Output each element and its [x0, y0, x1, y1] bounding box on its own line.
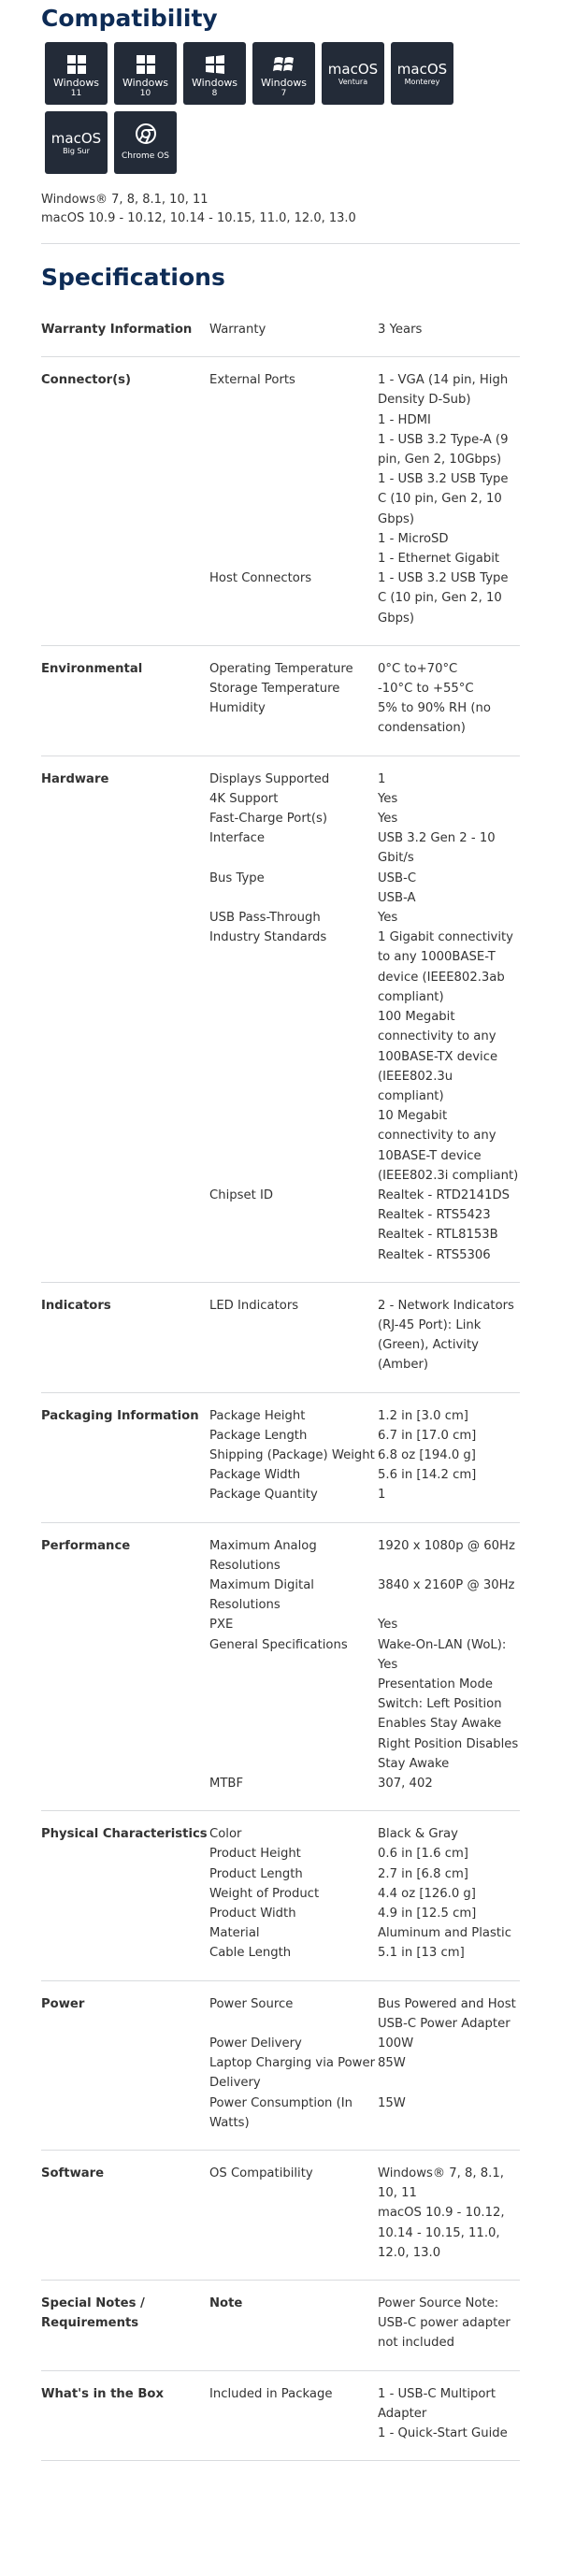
chrome-os-icon	[114, 111, 177, 174]
spec-value: Windows® 7, 8, 8.1, 10, 11	[378, 2166, 504, 2201]
spec-value: 4.9 in [12.5 cm]	[378, 1907, 477, 1921]
os-version: 8	[211, 89, 218, 98]
spec-label	[209, 549, 378, 568]
spec-value: Bus Powered and Host USB-C Power Adapter	[378, 1996, 516, 2031]
spec-label: Note	[209, 2281, 378, 2371]
spec-value: USB-C	[378, 871, 417, 885]
spec-value: Yes	[378, 911, 398, 926]
spec-label: Power Delivery	[209, 2036, 302, 2051]
spec-category: Software	[41, 2151, 209, 2281]
macos-ventura-icon	[322, 42, 384, 105]
spec-value: 0°C to+70°C	[378, 661, 458, 676]
spec-value: 1 - HDMI	[378, 412, 431, 427]
os-label: macOS	[50, 130, 102, 147]
spec-row	[41, 2370, 520, 2424]
os-label: Windows	[260, 77, 308, 89]
spec-label: Industry Standards	[209, 930, 327, 945]
spec-label: Bus Type	[209, 871, 265, 885]
spec-label: Weight of Product	[209, 1886, 320, 1901]
spec-category: Connector(s)	[41, 357, 209, 646]
spec-category: Performance	[41, 1522, 209, 1811]
spec-value: Realtek - RTS5423	[378, 1208, 491, 1223]
spec-value: Realtek - RTD2141DS	[378, 1187, 510, 1202]
os-label: macOS	[396, 61, 448, 78]
spec-value: 1 - Ethernet Gigabit	[378, 552, 500, 567]
spec-value: 1 Gigabit connectivity to any 1000BASE-T device (IEEE802.3ab compliant)	[378, 930, 513, 1004]
spec-value: 0.6 in [1.6 cm]	[378, 1847, 468, 1862]
spec-value: 1 - MicroSD	[378, 531, 449, 546]
os-version: 10	[139, 89, 151, 98]
spec-value: 10 Megabit connectivity to any 10BASE-T device (IEEE802.3i compliant)	[378, 1109, 519, 1183]
spec-category: Packaging Information	[41, 1392, 209, 1522]
spec-value: 1 - USB 3.2 USB Type C (10 pin, Gen 2, 10 Gbps)	[378, 472, 509, 526]
spec-label	[209, 1245, 378, 1283]
macos-monterey-icon	[391, 42, 453, 105]
spec-label: Laptop Charging via Power Delivery	[209, 2056, 376, 2091]
spec-value: 4.4 oz [126.0 g]	[378, 1886, 476, 1901]
spec-label: Cable Length	[209, 1943, 378, 1980]
spec-label	[209, 430, 378, 469]
spec-label	[209, 1106, 378, 1186]
spec-label: Warranty	[209, 307, 378, 357]
spec-label: 4K Support	[209, 791, 279, 806]
spec-value: USB 3.2 Gen 2 - 10 Gbit/s	[378, 831, 496, 866]
spec-value: 2.7 in [6.8 cm]	[378, 1866, 468, 1881]
spec-label: Product Height	[209, 1847, 301, 1862]
spec-value: Yes	[378, 812, 398, 827]
spec-category: Special Notes / Requirements	[41, 2281, 209, 2371]
spec-label: Color	[209, 1827, 242, 1842]
spec-label: Power Source	[209, 1996, 294, 2011]
windows-8-icon	[183, 42, 246, 105]
spec-label: Interface	[209, 831, 266, 846]
compatibility-text	[41, 191, 356, 228]
spec-value: 1 - USB-C Multiport Adapter	[378, 2386, 496, 2421]
spec-label: Included in Package	[209, 2386, 333, 2401]
spec-category: What's in the Box	[41, 2370, 209, 2461]
spec-label: OS Compatibility	[209, 2166, 313, 2181]
spec-value: 15W	[378, 2094, 520, 2151]
spec-label: USB Pass-Through	[209, 911, 321, 926]
spec-label	[209, 1675, 378, 1774]
spec-value: 1 - USB 3.2 Type-A (9 pin, Gen 2, 10Gbps)	[378, 432, 509, 468]
spec-label: Package Length	[209, 1428, 308, 1443]
spec-label: Host Connectors	[209, 568, 378, 645]
compat-line-windows: Windows® 7, 8, 8.1, 10, 11	[41, 193, 209, 207]
spec-value: 100 Megabit connectivity to any 100BASE-TX device (IEEE802.3u compliant)	[378, 1010, 498, 1103]
spec-label: LED Indicators	[209, 1282, 378, 1392]
spec-value: 1920 x 1080p @ 60Hz	[378, 1538, 515, 1553]
spec-category: Hardware	[41, 756, 209, 1282]
os-version: Monterey	[404, 78, 440, 86]
spec-value: Power Source Note: USB-C power adapter not included	[378, 2281, 520, 2371]
spec-row	[41, 645, 520, 679]
spec-value: 1.2 in [3.0 cm]	[378, 1408, 468, 1423]
os-label: Windows	[122, 77, 169, 89]
spec-label: Product Length	[209, 1866, 303, 1881]
spec-category: Power	[41, 1980, 209, 2150]
spec-value: Realtek - RTL8153B	[378, 1228, 498, 1243]
spec-label	[209, 469, 378, 529]
spec-label	[209, 1205, 378, 1225]
os-version: Big Sur	[63, 147, 90, 155]
spec-value: Aluminum and Plastic	[378, 1926, 511, 1941]
spec-label: PXE	[209, 1618, 234, 1633]
spec-label: Shipping (Package) Weight	[209, 1447, 375, 1462]
spec-label: Power Consumption (In Watts)	[209, 2094, 378, 2151]
spec-value: Yes	[378, 1618, 398, 1633]
spec-label	[209, 410, 378, 430]
spec-value: 2 - Network Indicators (RJ-45 Port): Link (Green), Activity (Amber)	[378, 1282, 520, 1392]
spec-label: Product Width	[209, 1907, 296, 1921]
os-label: Windows	[191, 77, 238, 89]
spec-category: Warranty Information	[41, 307, 209, 357]
spec-label: Material	[209, 1926, 260, 1941]
spec-label	[209, 888, 378, 908]
spec-label: Maximum Digital Resolutions	[209, 1577, 314, 1613]
compat-line-macos: macOS 10.9 - 10.12, 10.14 - 10.15, 11.0, 12.0, 13.0	[41, 211, 356, 225]
spec-label: External Ports	[209, 373, 295, 388]
spec-row	[41, 1980, 520, 2034]
spec-value: 5.1 in [13 cm]	[378, 1943, 520, 1980]
spec-label	[209, 2424, 378, 2461]
os-label: macOS	[327, 61, 379, 78]
spec-label	[209, 1007, 378, 1106]
spec-value: 5% to 90% RH (no condensation)	[378, 698, 520, 756]
spec-label: Maximum Analog Resolutions	[209, 1538, 317, 1573]
divider	[41, 243, 520, 244]
spec-row	[41, 2281, 520, 2371]
spec-label	[209, 529, 378, 549]
os-version: Ventura	[338, 78, 368, 86]
spec-value: 6.8 oz [194.0 g]	[378, 1447, 476, 1462]
spec-row	[41, 1811, 520, 1845]
compatibility-heading: Compatibility	[41, 5, 218, 32]
spec-value: Wake-On-LAN (WoL): Yes	[378, 1637, 507, 1672]
spec-value: Yes	[378, 791, 398, 806]
spec-value: 1 - VGA (14 pin, High Density D-Sub)	[378, 373, 509, 408]
os-label: Windows	[52, 77, 100, 89]
os-version: 11	[70, 89, 82, 98]
spec-label	[209, 1225, 378, 1245]
spec-row	[41, 756, 520, 789]
spec-value: Black & Gray	[378, 1827, 458, 1842]
spec-value: 1	[378, 1485, 520, 1522]
windows-10-icon	[114, 42, 177, 105]
macos-big-sur-icon	[45, 111, 108, 174]
spec-value: Realtek - RTS5306	[378, 1245, 520, 1283]
spec-value: 3 Years	[378, 307, 520, 357]
spec-value: 1 - Quick-Start Guide	[378, 2424, 520, 2461]
spec-label: Package Height	[209, 1408, 306, 1423]
spec-value: USB-A	[378, 890, 416, 905]
spec-label: Chipset ID	[209, 1187, 273, 1202]
spec-label: Displays Supported	[209, 771, 330, 786]
spec-label: Humidity	[209, 698, 378, 756]
spec-label: Operating Temperature	[209, 661, 353, 676]
spec-row	[41, 1392, 520, 1426]
spec-value: 85W	[378, 2056, 406, 2071]
specifications-table	[41, 307, 520, 2461]
spec-label: Package Width	[209, 1468, 301, 1483]
spec-label: Package Quantity	[209, 1485, 378, 1522]
os-version: 7	[280, 89, 287, 98]
spec-value: 100W	[378, 2036, 414, 2051]
spec-value: 3840 x 2160P @ 30Hz	[378, 1577, 515, 1592]
spec-value: Presentation Mode Switch: Left Position Enables Stay Awake Right Position Disables Stay Awake	[378, 1677, 519, 1771]
windows-11-icon	[45, 42, 108, 105]
spec-category: Indicators	[41, 1282, 209, 1392]
spec-value: -10°C to +55°C	[378, 682, 474, 697]
spec-value: 5.6 in [14.2 cm]	[378, 1468, 477, 1483]
spec-label	[209, 2203, 378, 2280]
spec-row	[41, 1522, 520, 1576]
spec-value: 1 - USB 3.2 USB Type C (10 pin, Gen 2, 10 Gbps)	[378, 568, 520, 645]
spec-row	[41, 357, 520, 410]
os-label: Chrome OS	[122, 151, 169, 161]
specifications-heading: Specifications	[41, 264, 225, 291]
spec-label: General Specifications	[209, 1637, 348, 1652]
spec-value: 307, 402	[378, 1774, 520, 1811]
spec-row	[41, 2151, 520, 2204]
spec-value: macOS 10.9 - 10.12, 10.14 - 10.15, 11.0, 12.0, 13.0	[378, 2203, 520, 2280]
spec-label: Fast-Charge Port(s)	[209, 812, 328, 827]
windows-7-icon	[252, 42, 315, 105]
spec-label: MTBF	[209, 1774, 378, 1811]
spec-value: 6.7 in [17.0 cm]	[378, 1428, 477, 1443]
spec-value: 1	[378, 771, 386, 786]
spec-category: Environmental	[41, 645, 209, 756]
spec-row	[41, 307, 520, 357]
spec-label: Storage Temperature	[209, 682, 340, 697]
spec-row	[41, 1282, 520, 1392]
spec-category: Physical Characteristics	[41, 1811, 209, 1980]
